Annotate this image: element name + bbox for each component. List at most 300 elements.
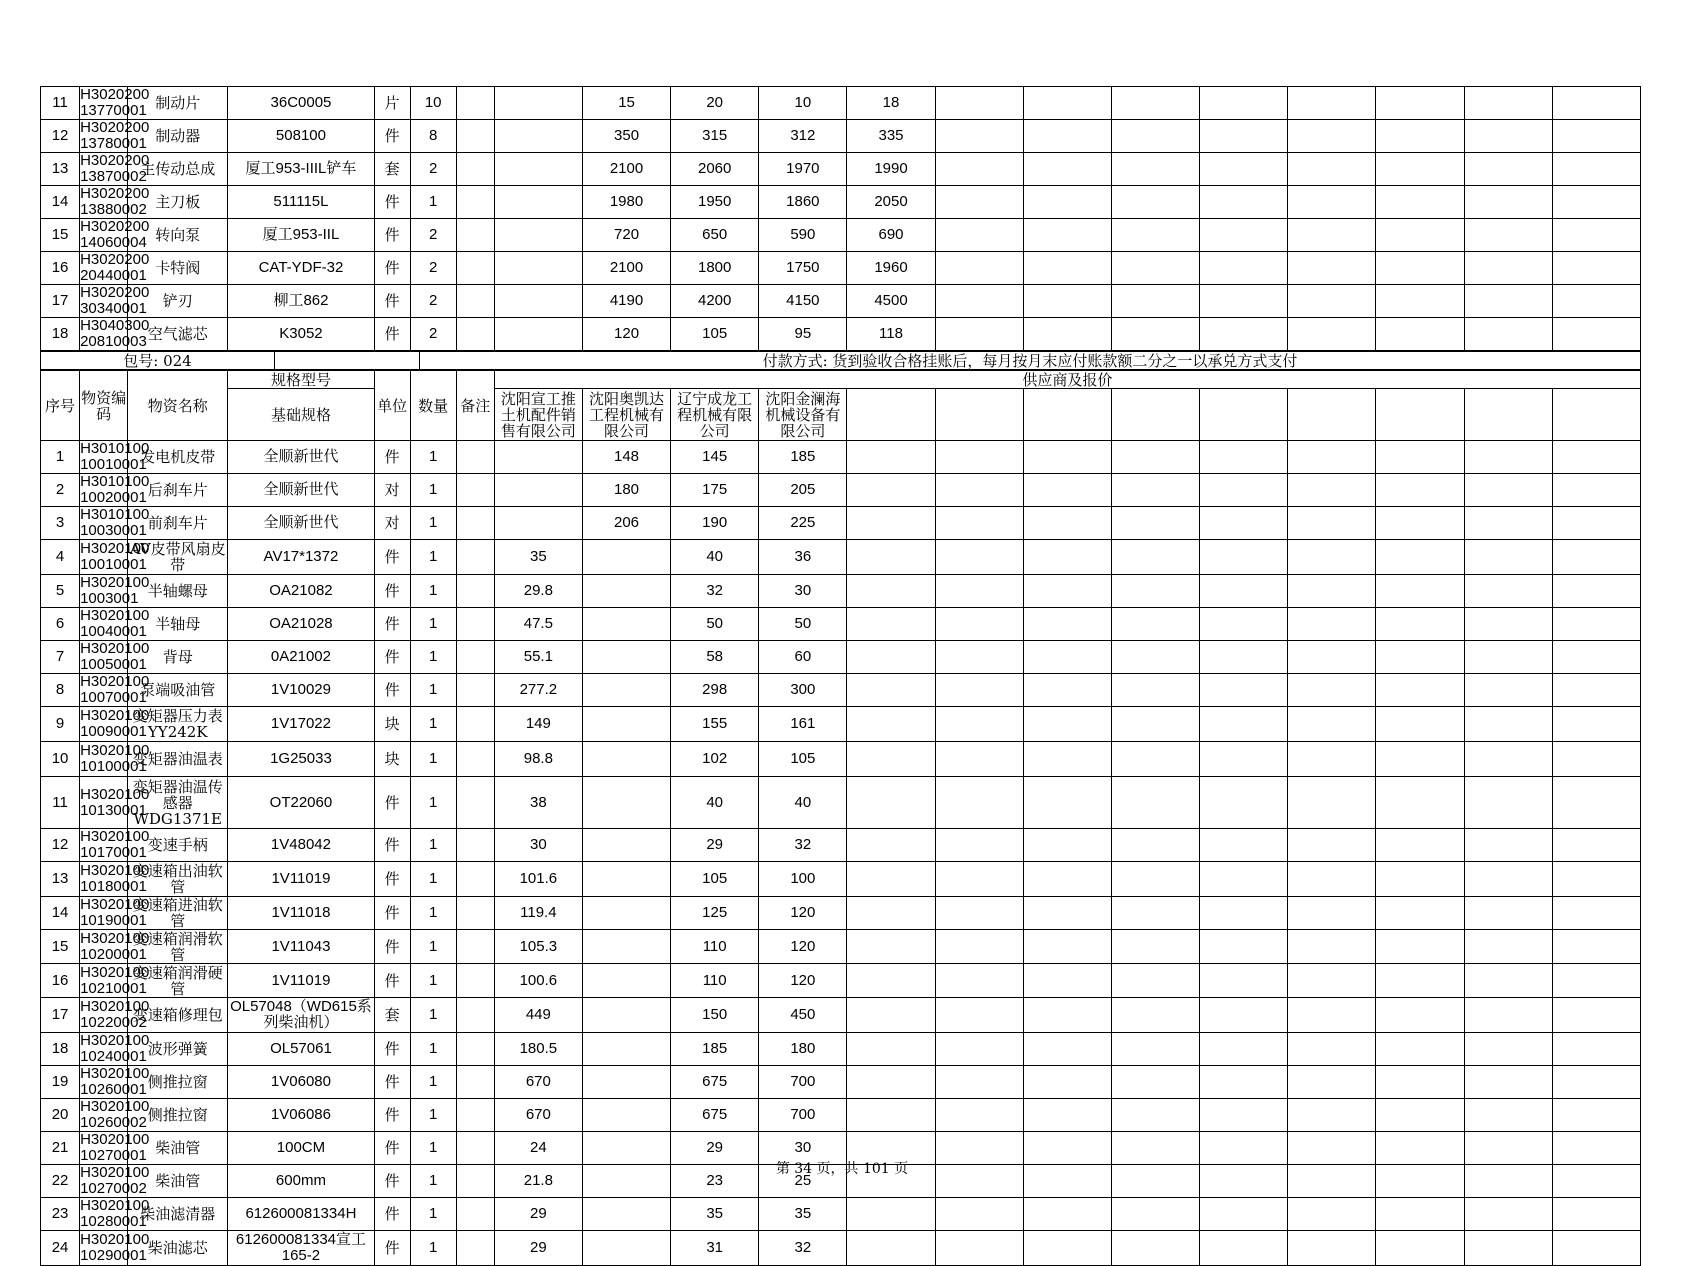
empty-cell [935, 641, 1023, 674]
empty-cell [1464, 540, 1552, 575]
prev-empty-cell [1200, 186, 1288, 219]
empty-cell [1376, 998, 1464, 1033]
header-empty [935, 389, 1023, 441]
prev-empty-cell [935, 219, 1023, 252]
prev-qty-cell: 8 [410, 120, 456, 153]
name-cell: 后刹车片 [128, 474, 228, 507]
prev-remark-cell [456, 285, 494, 318]
empty-cell [1111, 608, 1199, 641]
prev-name-cell: 铲刃 [128, 285, 228, 318]
empty-cell [1552, 474, 1640, 507]
empty-cell [847, 575, 935, 608]
table-row [41, 608, 1641, 641]
header-empty [1288, 389, 1376, 441]
prev-empty-cell [1376, 219, 1464, 252]
empty-cell [935, 998, 1023, 1033]
header-supplier-name: 沈阳宣工推土机配件销售有限公司 [494, 389, 582, 441]
prev-name-cell: 主刀板 [128, 186, 228, 219]
quote-cell: 100.6 [494, 964, 582, 998]
empty-cell [1288, 930, 1376, 964]
quote-cell: 32 [759, 829, 847, 862]
prev-remark-cell [456, 87, 494, 120]
seq-cell: 23 [41, 1198, 80, 1231]
table-row [41, 441, 1641, 474]
quote-cell: 58 [671, 641, 759, 674]
empty-cell [1288, 441, 1376, 474]
prev-quote-cell: 2100 [582, 153, 670, 186]
prev-quote-cell: 4150 [759, 285, 847, 318]
code-cell: H3020100 10280001 [80, 1197, 150, 1230]
prev-unit-cell: 件 [374, 120, 410, 153]
seq-cell: 21 [41, 1132, 80, 1165]
empty-cell [1552, 507, 1640, 540]
remark-cell [456, 507, 494, 540]
prev-quote-cell: 720 [582, 219, 670, 252]
empty-cell [1288, 964, 1376, 998]
empty-cell [935, 540, 1023, 575]
quote-cell [582, 1099, 670, 1132]
code-cell: H3020100 10270002 [80, 1164, 150, 1197]
prev-quote-cell: 1960 [847, 252, 935, 285]
unit-cell: 件 [374, 1132, 410, 1165]
quote-cell [582, 608, 670, 641]
empty-cell [1288, 1066, 1376, 1099]
empty-cell [935, 608, 1023, 641]
quote-cell: 670 [494, 1099, 582, 1132]
qty-cell: 1 [410, 897, 456, 930]
unit-cell: 件 [374, 897, 410, 930]
prev-empty-cell [1200, 87, 1288, 120]
quote-cell: 30 [759, 575, 847, 608]
prev-quote-cell [494, 153, 582, 186]
quote-cell: 29 [671, 829, 759, 862]
qty-cell: 1 [410, 862, 456, 897]
prev-code-cell: H3020200 13870002 [80, 152, 150, 185]
empty-cell [847, 862, 935, 897]
empty-cell [1464, 829, 1552, 862]
prev-quote-cell [494, 285, 582, 318]
header-empty [847, 389, 935, 441]
name-cell: 变速箱出油软管 [128, 862, 228, 897]
table-row [41, 540, 1641, 575]
empty-cell [935, 1231, 1023, 1266]
remark-cell [456, 998, 494, 1033]
empty-cell [1376, 829, 1464, 862]
qty-cell: 1 [410, 441, 456, 474]
prev-quote-cell: 4190 [582, 285, 670, 318]
spec-cell: 1G25033 [228, 742, 374, 777]
empty-cell [1288, 998, 1376, 1033]
empty-cell [1552, 540, 1640, 575]
prev-unit-cell: 片 [374, 87, 410, 120]
empty-cell [847, 964, 935, 998]
prev-empty-cell [1200, 252, 1288, 285]
quote-cell: 35 [671, 1198, 759, 1231]
empty-cell [847, 608, 935, 641]
quote-cell: 225 [759, 507, 847, 540]
qty-cell: 1 [410, 540, 456, 575]
quote-cell: 120 [759, 897, 847, 930]
quote-cell: 24 [494, 1132, 582, 1165]
prev-remark-cell [456, 153, 494, 186]
quote-cell: 32 [759, 1231, 847, 1266]
qty-cell: 1 [410, 1165, 456, 1198]
empty-cell [1111, 674, 1199, 707]
empty-cell [1552, 1099, 1640, 1132]
quote-cell: 675 [671, 1099, 759, 1132]
empty-cell [847, 707, 935, 742]
empty-cell [935, 964, 1023, 998]
seq-cell: 18 [41, 1033, 80, 1066]
quote-cell: 206 [582, 507, 670, 540]
quote-cell [582, 998, 670, 1033]
empty-cell [847, 1231, 935, 1266]
seq-cell: 6 [41, 608, 80, 641]
empty-cell [1288, 674, 1376, 707]
name-cell: 柴油滤清器 [128, 1198, 228, 1231]
prev-empty-cell [1111, 318, 1199, 351]
quote-cell [582, 575, 670, 608]
prev-seq-cell: 17 [41, 285, 80, 318]
quote-cell: 180 [759, 1033, 847, 1066]
quote-cell [582, 540, 670, 575]
name-cell: 变速箱润滑软管 [128, 930, 228, 964]
prev-empty-cell [1464, 87, 1552, 120]
quote-cell [582, 964, 670, 998]
empty-cell [1023, 897, 1111, 930]
prev-name-cell: 制动器 [128, 120, 228, 153]
spec-cell: 1V11018 [228, 897, 374, 930]
prev-quote-cell: 1860 [759, 186, 847, 219]
quote-cell: 205 [759, 474, 847, 507]
code-cell: H3020100 10100001 [80, 742, 150, 775]
empty-cell [1023, 507, 1111, 540]
code-cell: H3020100 10180001 [80, 862, 150, 895]
table-row [41, 474, 1641, 507]
page-footer: 第 34 页，共 101 页 [775, 1161, 909, 1177]
prev-empty-cell [1464, 219, 1552, 252]
code-cell: H3020100 10010001 [80, 540, 150, 573]
empty-cell [847, 1099, 935, 1132]
quote-cell: 35 [494, 540, 582, 575]
prev-quote-cell: 650 [671, 219, 759, 252]
prev-empty-cell [1111, 219, 1199, 252]
prev-quote-cell: 15 [582, 87, 670, 120]
prev-empty-cell [1288, 219, 1376, 252]
empty-cell [1464, 964, 1552, 998]
empty-cell [935, 575, 1023, 608]
empty-cell [1023, 1033, 1111, 1066]
empty-cell [1111, 507, 1199, 540]
prev-name-cell: 卡特阀 [128, 252, 228, 285]
quote-cell [582, 742, 670, 777]
empty-cell [1376, 707, 1464, 742]
header-supplier-name: 沈阳金澜海机械设备有限公司 [759, 389, 847, 441]
empty-cell [847, 641, 935, 674]
qty-cell: 1 [410, 930, 456, 964]
quote-cell: 47.5 [494, 608, 582, 641]
empty-cell [847, 540, 935, 575]
prev-quote-cell: 1990 [847, 153, 935, 186]
unit-cell: 件 [374, 608, 410, 641]
empty-cell [1288, 707, 1376, 742]
prev-remark-cell [456, 318, 494, 351]
empty-cell [1200, 998, 1288, 1033]
unit-cell: 套 [374, 998, 410, 1033]
prev-qty-cell: 2 [410, 153, 456, 186]
spec-cell: AV17*1372 [228, 540, 374, 575]
prev-unit-cell: 件 [374, 318, 410, 351]
quote-cell: 50 [759, 608, 847, 641]
remark-cell [456, 1231, 494, 1266]
code-cell: H3020100 10170001 [80, 828, 150, 861]
quote-cell: 98.8 [494, 742, 582, 777]
quote-cell [582, 897, 670, 930]
empty-cell [1376, 575, 1464, 608]
package-number: 包号: 024 [41, 352, 275, 370]
unit-cell: 块 [374, 742, 410, 777]
code-cell: H3020100 10050001 [80, 640, 150, 673]
prev-quote-cell: 105 [671, 318, 759, 351]
prev-quote-cell [494, 219, 582, 252]
quote-cell: 40 [671, 540, 759, 575]
prev-empty-cell [1023, 318, 1111, 351]
prev-empty-cell [1464, 252, 1552, 285]
empty-cell [1376, 507, 1464, 540]
empty-cell [1464, 1231, 1552, 1266]
quote-cell: 110 [671, 930, 759, 964]
table-row [41, 1198, 1641, 1231]
seq-cell: 14 [41, 897, 80, 930]
empty-cell [1464, 862, 1552, 897]
empty-cell [1552, 829, 1640, 862]
quote-cell [582, 862, 670, 897]
table-row [41, 186, 1641, 219]
remark-cell [456, 964, 494, 998]
name-cell: 波形弹簧 [128, 1033, 228, 1066]
spec-cell: 1V11019 [228, 964, 374, 998]
empty-cell [1552, 777, 1640, 829]
prev-seq-cell: 16 [41, 252, 80, 285]
prev-remark-cell [456, 120, 494, 153]
empty-cell [1288, 1231, 1376, 1266]
prev-empty-cell [935, 318, 1023, 351]
code-cell: H3020100 10270001 [80, 1131, 150, 1164]
table-row [41, 897, 1641, 930]
prev-spec-cell: 511115L [228, 186, 374, 219]
empty-cell [1200, 540, 1288, 575]
seq-cell: 17 [41, 998, 80, 1033]
empty-cell [1111, 1198, 1199, 1231]
empty-cell [1111, 1099, 1199, 1132]
prev-empty-cell [1111, 285, 1199, 318]
spec-cell: 全顺新世代 [228, 507, 374, 540]
spec-cell: OA21082 [228, 575, 374, 608]
prev-empty-cell [1200, 318, 1288, 351]
name-cell: 变速箱润滑硬管 [128, 964, 228, 998]
header-qty: 数量 [410, 371, 456, 441]
quote-cell: 31 [671, 1231, 759, 1266]
empty-cell [1376, 930, 1464, 964]
quote-cell: 38 [494, 777, 582, 829]
unit-cell: 件 [374, 862, 410, 897]
empty-cell [1288, 575, 1376, 608]
empty-cell [1288, 608, 1376, 641]
prev-quote-cell: 1750 [759, 252, 847, 285]
empty-cell [1552, 998, 1640, 1033]
remark-cell [456, 540, 494, 575]
name-cell: 变速箱进油软管 [128, 897, 228, 930]
prev-quote-cell: 590 [759, 219, 847, 252]
empty-cell [1111, 862, 1199, 897]
spec-cell: OL57048（WD615系列柴油机） [228, 998, 374, 1033]
prev-quote-cell [494, 186, 582, 219]
remark-cell [456, 862, 494, 897]
quote-cell: 120 [759, 964, 847, 998]
table-row [41, 707, 1641, 742]
code-cell: H3020100 10240001 [80, 1032, 150, 1065]
prev-empty-cell [1288, 252, 1376, 285]
empty-cell [1288, 540, 1376, 575]
remark-cell [456, 674, 494, 707]
empty-cell [1023, 540, 1111, 575]
quote-cell [582, 707, 670, 742]
table-row [41, 742, 1641, 777]
empty-cell [1200, 441, 1288, 474]
header-remark: 备注 [456, 371, 494, 441]
empty-cell [1552, 742, 1640, 777]
quote-cell: 119.4 [494, 897, 582, 930]
code-cell: H3020100 10130001 [80, 777, 128, 829]
package-spacer [275, 352, 420, 370]
prev-empty-cell [935, 153, 1023, 186]
prev-qty-cell: 1 [410, 186, 456, 219]
table-row [41, 964, 1641, 998]
empty-cell [1552, 1033, 1640, 1066]
empty-cell [1111, 777, 1199, 829]
unit-cell: 件 [374, 641, 410, 674]
remark-cell [456, 441, 494, 474]
prev-empty-cell [1288, 153, 1376, 186]
empty-cell [847, 829, 935, 862]
qty-cell: 1 [410, 1132, 456, 1165]
quotation-sheet [40, 86, 1641, 1266]
unit-cell: 件 [374, 829, 410, 862]
remark-cell [456, 1198, 494, 1231]
header-supplier-name: 辽宁成龙工程机械有限公司 [671, 389, 759, 441]
empty-cell [847, 674, 935, 707]
quote-cell: 29 [494, 1231, 582, 1266]
empty-cell [935, 674, 1023, 707]
empty-cell [1023, 1066, 1111, 1099]
prev-empty-cell [1552, 285, 1640, 318]
prev-name-cell: 主传动总成 [128, 153, 228, 186]
empty-cell [1288, 777, 1376, 829]
empty-cell [1200, 862, 1288, 897]
prev-empty-cell [1200, 120, 1288, 153]
prev-empty-cell [1288, 87, 1376, 120]
empty-cell [1023, 608, 1111, 641]
qty-cell: 1 [410, 707, 456, 742]
spec-cell: OT22060 [228, 777, 374, 829]
table-row [41, 1099, 1641, 1132]
quotation-table [40, 370, 1641, 1266]
header-name: 物资名称 [128, 371, 228, 441]
empty-cell [1552, 575, 1640, 608]
seq-cell: 5 [41, 575, 80, 608]
prev-quote-cell [494, 318, 582, 351]
remark-cell [456, 777, 494, 829]
seq-cell: 3 [41, 507, 80, 540]
quote-cell [582, 829, 670, 862]
empty-cell [1552, 1066, 1640, 1099]
prev-empty-cell [935, 186, 1023, 219]
table-row [41, 87, 1641, 120]
empty-cell [1111, 897, 1199, 930]
qty-cell: 1 [410, 829, 456, 862]
empty-cell [1023, 930, 1111, 964]
empty-cell [1376, 540, 1464, 575]
unit-cell: 块 [374, 707, 410, 742]
empty-cell [1464, 474, 1552, 507]
table-row [41, 998, 1641, 1033]
seq-cell: 22 [41, 1165, 80, 1198]
empty-cell [1023, 707, 1111, 742]
prev-empty-cell [1552, 87, 1640, 120]
header-empty [1200, 389, 1288, 441]
prev-empty-cell [1111, 87, 1199, 120]
prev-quote-cell: 690 [847, 219, 935, 252]
quote-cell [494, 474, 582, 507]
empty-cell [935, 707, 1023, 742]
unit-cell: 对 [374, 507, 410, 540]
empty-cell [935, 1198, 1023, 1231]
empty-cell [935, 1066, 1023, 1099]
unit-cell: 件 [374, 1066, 410, 1099]
quote-cell: 29.8 [494, 575, 582, 608]
quote-cell: 180.5 [494, 1033, 582, 1066]
quote-cell: 185 [759, 441, 847, 474]
qty-cell: 1 [410, 742, 456, 777]
seq-cell: 2 [41, 474, 80, 507]
remark-cell [456, 575, 494, 608]
name-cell: 柴油管 [128, 1165, 228, 1198]
code-cell: H3010100 10030001 [80, 506, 150, 539]
empty-cell [1023, 829, 1111, 862]
prev-empty-cell [1552, 252, 1640, 285]
quote-cell: 55.1 [494, 641, 582, 674]
prev-quote-cell [494, 252, 582, 285]
quote-cell: 29 [671, 1132, 759, 1165]
table-row [41, 1066, 1641, 1099]
empty-cell [1111, 1066, 1199, 1099]
prev-unit-cell: 件 [374, 285, 410, 318]
unit-cell: 件 [374, 777, 410, 829]
empty-cell [1200, 897, 1288, 930]
empty-cell [1200, 1066, 1288, 1099]
prev-empty-cell [1376, 252, 1464, 285]
empty-cell [935, 862, 1023, 897]
quote-cell: 161 [759, 707, 847, 742]
prev-empty-cell [1376, 186, 1464, 219]
code-cell: H3010100 10020001 [80, 473, 150, 506]
seq-cell: 7 [41, 641, 80, 674]
quote-cell: 105.3 [494, 930, 582, 964]
seq-cell: 19 [41, 1066, 80, 1099]
code-cell: H3020100 10200001 [80, 929, 150, 963]
empty-cell [1023, 441, 1111, 474]
empty-cell [847, 998, 935, 1033]
